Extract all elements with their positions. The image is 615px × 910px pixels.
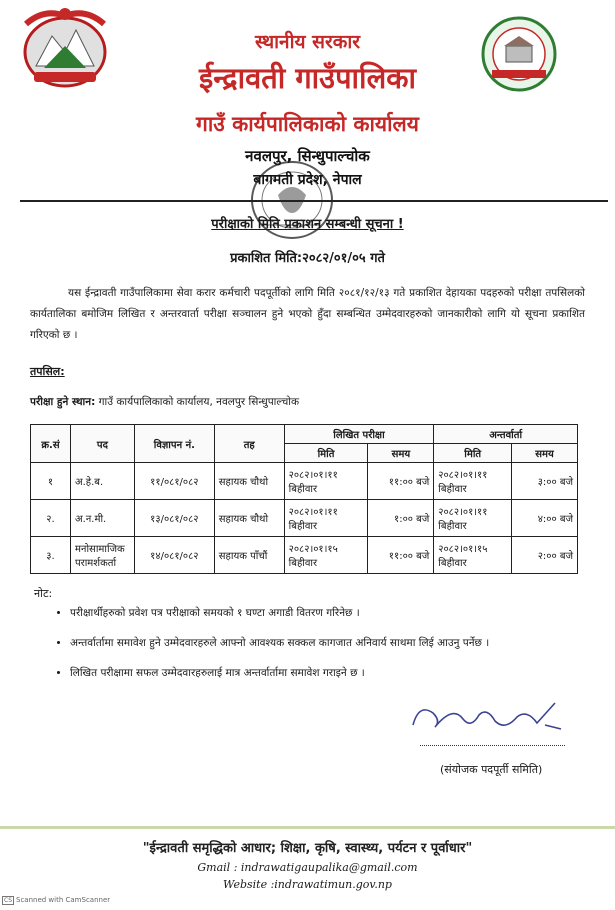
office-heading: गाउँ कार्यपालिकाको कार्यालय bbox=[196, 112, 419, 136]
cell-interview-time: ३:०० बजे bbox=[512, 463, 578, 500]
exam-venue bbox=[30, 395, 299, 409]
footer-website: Website :indrawatimun.gov.np bbox=[223, 878, 392, 891]
cell-level: सहायक चौथो bbox=[214, 463, 284, 500]
list-item: • परीक्षार्थीहरुको प्रवेश पत्र परीक्षाको समयको १ घण्टा अगाडी वितरण गरिनेछ । bbox=[70, 606, 600, 621]
cell-post: अ.न.मी. bbox=[70, 500, 134, 537]
cell-sn: १ bbox=[31, 463, 71, 500]
cell-written-date: २०८२।०१।१५ बिहीवार bbox=[284, 537, 368, 574]
list-item: • अन्तर्वार्तामा समावेश हुने उम्मेदवारहरुले आफ्नो आवश्यक सक्कल कागजात अनिवार्य साथमा लिई आउनु पर्नेछ । bbox=[70, 636, 600, 651]
table-row bbox=[31, 463, 578, 500]
header-written-date: मिति bbox=[284, 444, 368, 463]
palika-name-heading: ईन्द्रावती गाउँपालिका bbox=[198, 61, 417, 95]
cell-level: सहायक पाँचौं bbox=[214, 537, 284, 574]
cell-post: मनोसामाजिक परामर्शकर्ता bbox=[70, 537, 134, 574]
cell-level: सहायक चौथो bbox=[214, 500, 284, 537]
cell-ad-no: ११/०८१/०८२ bbox=[134, 463, 214, 500]
cell-interview-date: २०८२।०१।११ बिहीवार bbox=[434, 463, 512, 500]
venue-label: परीक्षा हुने स्थान: bbox=[30, 396, 96, 408]
header-written-exam: लिखित परीक्षा bbox=[284, 425, 434, 444]
header-ad-no: विज्ञापन नं. bbox=[134, 425, 214, 463]
footer-motto: "ईन्द्रावती समृद्धिको आधार; शिक्षा, कृषि, स्वास्थ्य, पर्यटन र पूर्वाधार" bbox=[142, 841, 473, 856]
cell-written-time: ११:०० बजे bbox=[368, 463, 434, 500]
location-line: नवलपुर, सिन्धुपाल्चोक bbox=[245, 147, 370, 165]
scanner-watermark bbox=[2, 896, 110, 905]
footer-gmail: Gmail : indrawatigaupalika@gmail.com bbox=[197, 861, 418, 874]
cell-written-time: ११:०० बजे bbox=[368, 537, 434, 574]
table-row bbox=[31, 537, 578, 574]
cell-sn: २. bbox=[31, 500, 71, 537]
province-line: बागमती प्रदेश, नेपाल bbox=[253, 172, 362, 188]
notes-label: नोट: bbox=[34, 587, 53, 600]
header-level: तह bbox=[214, 425, 284, 463]
header-post: पद bbox=[70, 425, 134, 463]
committee-label: (संयोजक पदपूर्ती समिति) bbox=[440, 763, 543, 776]
local-government-heading: स्थानीय सरकार bbox=[254, 31, 361, 53]
notice-subject: परीक्षाको मिति प्रकाशन सम्बन्धी सूचना ! bbox=[211, 217, 404, 232]
cell-ad-no: १४/०८१/०८२ bbox=[134, 537, 214, 574]
cell-written-time: १:०० बजे bbox=[368, 500, 434, 537]
notice-body: यस ईन्द्रावती गाउँपालिकामा सेवा करार कर्मचारी पदपूर्तीको लागि मिति २०८१/१२/१३ गते प्रकाशित देहायका पदहरुको परीक्षा तपसिलको कार्यतालिका बमोजिम लिखित र अन्तरवार्ता परीक्षा सञ्चालन हुने भएको हुँदा सम्बन्धित उम्मेदवारहरुको जानकारीको लागि यो सूचना प्रकाशित गरिएको छ । bbox=[30, 287, 585, 341]
handwritten-signature bbox=[405, 695, 565, 740]
scanner-text: Scanned with CamScanner bbox=[16, 896, 111, 904]
header-interview: अन्तर्वार्ता bbox=[434, 425, 578, 444]
header-sn: क्र.सं bbox=[31, 425, 71, 463]
signature-line bbox=[420, 745, 565, 746]
list-item: • लिखित परीक्षामा सफल उम्मेदवारहरुलाई मात्र अन्तर्वार्तामा समावेश गराइने छ । bbox=[70, 666, 600, 681]
cell-written-date: २०८२।०१।११ बिहीवार bbox=[284, 463, 368, 500]
header-written-time: समय bbox=[368, 444, 434, 463]
cell-ad-no: १३/०८१/०८२ bbox=[134, 500, 214, 537]
cell-post: अ.हे.ब. bbox=[70, 463, 134, 500]
cell-interview-date: २०८२।०१।१५ बिहीवार bbox=[434, 537, 512, 574]
cell-interview-time: ४:०० बजे bbox=[512, 500, 578, 537]
footer-divider bbox=[0, 826, 615, 829]
cell-interview-date: २०८२।०१।११ बिहीवार bbox=[434, 500, 512, 537]
details-label: तपसिल: bbox=[30, 365, 65, 378]
published-date: प्रकाशित मिति:२०८२/०१/०५ गते bbox=[230, 251, 385, 266]
cell-interview-time: २:०० बजे bbox=[512, 537, 578, 574]
exam-schedule-table bbox=[30, 424, 578, 574]
notes-list bbox=[52, 606, 600, 696]
table-row bbox=[31, 500, 578, 537]
venue-value: गाउँ कार्यपालिकाको कार्यालय, नवलपुर सिन्धुपाल्चोक bbox=[98, 396, 300, 408]
cell-written-date: २०८२।०१।११ बिहीवार bbox=[284, 500, 368, 537]
camscanner-icon: CS bbox=[4, 897, 12, 904]
header-interview-time: समय bbox=[512, 444, 578, 463]
cell-sn: ३. bbox=[31, 537, 71, 574]
header-interview-date: मिति bbox=[434, 444, 512, 463]
